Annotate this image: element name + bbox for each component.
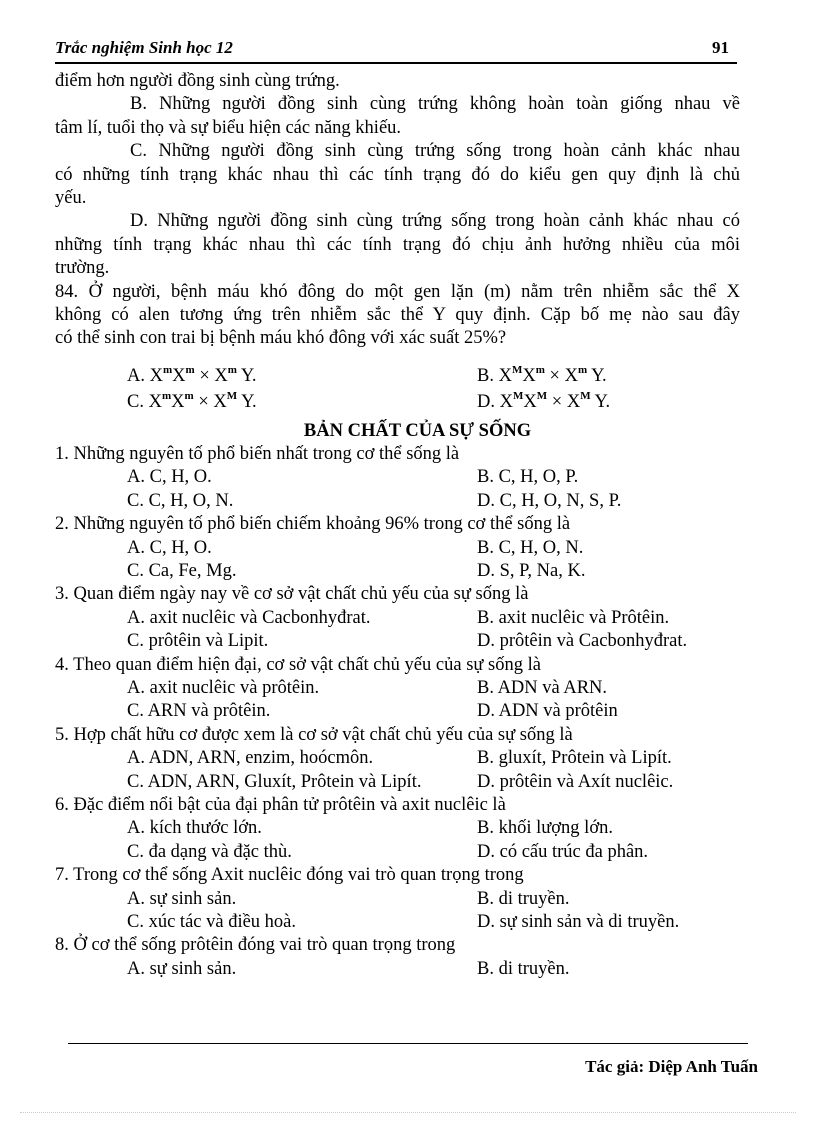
text-line: trường.: [55, 258, 110, 279]
answer-option: B. ADN và ARN.: [477, 677, 608, 698]
answer-option: B. di truyền.: [477, 958, 570, 979]
intro-text: [55, 70, 740, 351]
page-header: [55, 38, 737, 64]
allele-superscript: M: [513, 389, 524, 402]
answer-option: C. Ca, Fe, Mg.: [127, 561, 237, 582]
option-label: B.: [477, 365, 499, 386]
question-stem: 6. Đặc điểm nổi bật của đại phân tử prôtêin và axit nuclêic là: [55, 794, 506, 815]
question-stem: 7. Trong cơ thể sống Axit nuclêic đóng vai trò quan trọng trong: [55, 865, 524, 886]
allele: X: [172, 365, 186, 386]
answer-option: D. sự sinh sản và di truyền.: [477, 911, 680, 932]
answer-option: A. sự sinh sản.: [127, 958, 237, 979]
answer-option: B. axit nuclêic và Prôtêin.: [477, 607, 670, 628]
answer-option: C. đa dạng và đặc thù.: [127, 841, 292, 862]
option-label: A.: [127, 365, 150, 386]
footer-author: Tác giả: Diệp Anh Tuấn: [585, 1057, 758, 1076]
answer-option: D. S, P, Na, K.: [477, 561, 586, 582]
answer-option: D. có cấu trúc đa phân.: [477, 841, 649, 862]
page-body: [55, 70, 740, 981]
text-line: B. Những người đồng sinh cùng trứng không hoàn toàn giống nhau về: [130, 94, 740, 115]
answer-option: A. sự sinh sản.: [127, 888, 237, 909]
allele-superscript: m: [577, 363, 588, 376]
answer-option: D. prôtêin và Cacbonhyđrat.: [477, 631, 688, 652]
option-row: [55, 700, 740, 723]
answer-option: C. prôtêin và Lipit.: [127, 631, 269, 652]
text-line: có thể sinh con trai bị bệnh máu khó đông với xác suất 25%?: [55, 328, 507, 349]
question-stem: 5. Hợp chất hữu cơ được xem là cơ sở vật chất chủ yếu của sự sống là: [55, 724, 573, 745]
q84-option-c: [55, 381, 477, 412]
option-row: [55, 841, 740, 864]
allele: X: [148, 391, 162, 412]
allele: X: [523, 391, 537, 412]
allele-superscript: m: [161, 389, 172, 402]
text-line: 84. Ở người, bệnh máu khó đông do một gen lặn (m) nằm trên nhiễm sắc thể X: [55, 281, 740, 302]
option-row: [55, 466, 740, 489]
q84-option-b: [477, 355, 740, 386]
answer-option: D. ADN và prôtêin: [477, 701, 618, 722]
allele: × X: [544, 365, 578, 386]
answer-option: D. C, H, O, N, S, P.: [477, 490, 622, 511]
allele: × X: [194, 365, 228, 386]
text-line: yếu.: [55, 187, 87, 208]
allele-superscript: m: [184, 389, 194, 402]
option-row: [55, 537, 740, 560]
answer-option: B. di truyền.: [477, 888, 570, 909]
option-row: [55, 771, 740, 794]
option-row: [55, 490, 740, 513]
answer-option: D. prôtêin và Axít nuclêic.: [477, 771, 674, 792]
question-stem: 4. Theo quan điểm hiện đại, cơ sở vật chất chủ yếu của sự sống là: [55, 654, 541, 675]
footer-divider: [68, 1043, 748, 1044]
option-row: [55, 560, 740, 583]
allele: Y.: [587, 365, 607, 386]
text-line: có những tính trạng khác nhau thì các tính trạng đó do kiểu gen quy định là chủ: [55, 164, 740, 185]
text-line: những tính trạng khác nhau thì các tính trạng đó chịu ảnh hưởng nhiều của môi: [55, 234, 740, 255]
answer-option: A. ADN, ARN, enzim, hoócmôn.: [127, 748, 374, 769]
page-number: 91: [712, 38, 729, 57]
text-line: C. Những người đồng sinh cùng trứng sống trong hoàn cảnh khác nhau: [130, 141, 740, 162]
answer-option: B. C, H, O, P.: [477, 467, 579, 488]
option-row: [55, 817, 740, 840]
answer-option: A. axit nuclêic và Cacbonhyđrat.: [127, 607, 371, 628]
answer-option: B. khối lượng lớn.: [477, 818, 613, 839]
answer-option: C. xúc tác và điều hoà.: [127, 911, 297, 932]
allele: X: [499, 391, 513, 412]
option-row: [55, 958, 740, 981]
answer-option: B. C, H, O, N.: [477, 537, 584, 558]
option-row: [55, 677, 740, 700]
text-line: D. Những người đồng sinh cùng trứng sống trong hoàn cảnh khác nhau có: [130, 211, 740, 232]
allele-superscript: M: [511, 363, 523, 376]
answer-option: C. ARN và prôtêin.: [127, 701, 271, 722]
allele: X: [149, 365, 163, 386]
text-line: không có alen tương ứng trên nhiễm sắc thể Y quy định. Cặp bố mẹ nào sau đây: [55, 304, 740, 325]
allele: Y.: [236, 365, 257, 386]
allele-superscript: m: [163, 363, 173, 376]
answer-option: A. C, H, O.: [127, 537, 212, 558]
header-title: Trắc nghiệm Sinh học 12: [55, 38, 233, 57]
allele-superscript: m: [185, 363, 195, 376]
q84-options-row-2: [55, 381, 740, 412]
allele: X: [522, 365, 536, 386]
q84-option-a: [55, 355, 477, 386]
question-stem: 8. Ở cơ thể sống prôtêin đóng vai trò quan trọng trong: [55, 935, 456, 956]
allele-superscript: M: [226, 389, 238, 402]
text-line: tâm lí, tuổi thọ và sự biểu hiện các năng khiếu.: [55, 117, 402, 138]
allele: Y.: [590, 391, 611, 412]
question-stem: 2. Những nguyên tố phổ biến chiếm khoảng 96% trong cơ thể sống là: [55, 514, 571, 535]
allele-superscript: M: [580, 389, 591, 402]
question-stem: 1. Những nguyên tố phổ biến nhất trong cơ thể sống là: [55, 444, 460, 465]
option-row: [55, 607, 740, 630]
option-row: [55, 911, 740, 934]
option-row: [55, 888, 740, 911]
q84-options-row-1: [55, 355, 740, 386]
answer-option: A. C, H, O.: [127, 467, 212, 488]
text-line: điểm hơn người đồng sinh cùng trứng.: [55, 71, 340, 91]
allele: × X: [193, 391, 227, 412]
allele: × X: [547, 391, 581, 412]
allele-superscript: M: [536, 389, 548, 402]
allele: Y.: [237, 391, 257, 412]
option-label: D.: [477, 391, 500, 412]
allele: X: [171, 391, 185, 412]
option-row: [55, 630, 740, 653]
page-edge: [20, 1112, 796, 1113]
answer-option: C. C, H, O, N.: [127, 490, 234, 511]
section-title: BẢN CHẤT CỦA SỰ SỐNG: [303, 420, 532, 441]
q84-option-d: [477, 381, 740, 412]
answer-option: B. gluxít, Prôtein và Lipít.: [477, 748, 672, 769]
question-list: [55, 443, 740, 981]
allele-superscript: m: [535, 363, 545, 376]
answer-option: A. kích thước lớn.: [127, 818, 262, 839]
answer-option: A. axit nuclêic và prôtêin.: [127, 677, 320, 698]
question-stem: 3. Quan điểm ngày nay về cơ sở vật chất chủ yếu của sự sống là: [55, 584, 529, 605]
option-row: [55, 747, 740, 770]
option-label: C.: [127, 391, 149, 412]
allele-superscript: m: [227, 363, 237, 376]
answer-option: C. ADN, ARN, Gluxít, Prôtein và Lipít.: [127, 771, 422, 792]
allele: X: [498, 365, 512, 386]
